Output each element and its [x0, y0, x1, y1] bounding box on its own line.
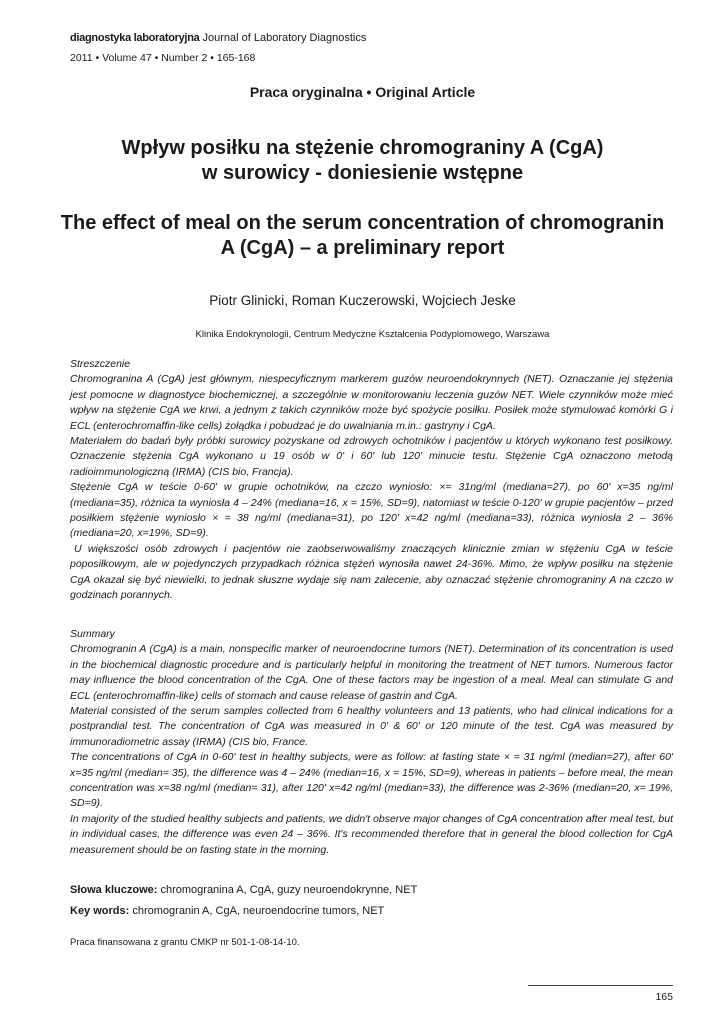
abstract-paragraph: Stężenie CgA w teście 0-60' w grupie ochotników, na czczo wyniosło: ×= 31ng/ml (mediana=27), po 60' x=35 ng/ml (mediana=35), różnica ta wyniosła 4 – 24% (mediana=16, x = 15%, SD=9), natomiast w teście 0-120' w grupie pacjentów – przed posiłkiem stężenie wyniosło × = 38 ng/ml (mediana=31), po 120' x=42 ng/ml (mediana=33), różnica wyniosła 2 – 36% (mediana=20, x=19%, SD=9).	[70, 481, 673, 540]
article-type: Praca oryginalna • Original Article	[249, 84, 476, 100]
title-polish	[60, 136, 665, 186]
abstract-paragraph: Materiałem do badań były próbki surowicy pozyskane od zdrowych ochotników i pacjentów u których wykonano test posiłkowy. Oznaczenie stężenia CgA wykonano u 19 osób w 0' i 60' lub 120' minucie testu. Stężenie CgA oznaczono metodą radioimmunologiczną (IRMA) (CIS bio, Francja).	[70, 435, 673, 478]
summary-heading: Summary	[70, 628, 115, 640]
title-english-line2: A (CgA) – a preliminary report	[220, 237, 505, 259]
authors: Piotr Glinicki, Roman Kuczerowski, Wojciech Jeske	[209, 293, 516, 308]
keywords-polish-label: Słowa kluczowe:	[70, 884, 158, 896]
journal-subtitle: Journal of Laboratory Diagnostics	[199, 32, 367, 44]
keywords-english	[70, 904, 384, 918]
abstract-polish	[70, 357, 673, 604]
journal-header	[70, 31, 366, 45]
keywords-polish-value: chromogranina A, CgA, guzy neuroendokrynne, NET	[157, 884, 418, 896]
volume-line: 2011 • Volume 47 • Number 2 • 165-168	[70, 52, 256, 64]
abstract-heading: Streszczenie	[70, 358, 131, 370]
summary-paragraph: The concentrations of CgA in 0-60' test in healthy subjects, were as follow: at fasting state × = 31 ng/ml (median=27), after 60' x=35 ng/ml (median= 35), the difference was 4 – 24% (median=16, x = 15%, SD=9), whereas in patients – before meal, the mean concentration was x=38 ng/ml (median= 31), after 120' x=42 ng/ml (median=33), the difference was 2-36% (median=20, x= 19%, SD=9).	[70, 751, 673, 810]
abstract-english	[70, 627, 673, 858]
summary-paragraph: Material consisted of the serum samples collected from 6 healthy volunteers and 13 patients, who had clinical indications for a postprandial test. The concentration of CgA was measured in 0' & 60' or 120 minute of the test. CgA was measured by immunoradiometric assay (IRMA) (CIS bio, France.	[70, 705, 673, 748]
page-number: 165	[655, 991, 673, 1003]
keywords-english-label: Key words:	[70, 905, 130, 917]
summary-paragraph: In majority of the studied healthy subjects and patients, we didn't observe major changes of CgA concentration after meal test, but in individual cases, the difference was even 24 – 36%. It's recommended therefore that in general the blood collection for CgA measurement should be on fasting state in the morning.	[70, 812, 673, 856]
title-polish-line1: Wpływ posiłku na stężenie chromograniny A (CgA)	[121, 137, 604, 159]
summary-paragraph: Chromogranin A (CgA) is a main, nonspecific marker of neuroendocrine tumors (NET). Determination of its concentration is used in the biochemical diagnostic procedure and is particularly helpful in monitoring the treatment of NET tumors. Numerous factor may influence the blood concentration of the CgA. One of these factors may be ingestion of a meal. Meal can stimulate G and ECL (enterochromaffin-like) cells of stomach and cause release of gastrin and CgA.	[70, 643, 673, 702]
abstract-paragraph: U większości osób zdrowych i pacjentów nie zaobserwowaliśmy znaczących klinicznie zmian w stężeniu CgA w teście poposiłkowym, ale w pojedynczych przypadkach różnica stężeń wynosiła nawet 24-36%. Mimo, że wpływ posiłku na stężenie CgA okazał się być niewielki, to jednak słuszne wydaje się nam zalecenie, aby oznaczać stężenie chromograniny A na czczo w godzinach porannych.	[70, 542, 673, 602]
affiliation: Klinika Endokrynologii, Centrum Medyczne Kształcenia Podyplomowego, Warszawa	[195, 329, 550, 340]
title-english	[60, 211, 665, 261]
title-english-line1: The effect of meal on the serum concentration of chromogranin	[60, 212, 665, 234]
abstract-paragraph: Chromogranina A (CgA) jest głównym, niespecyficznym markerem guzów neuroendokrynnych (NET). Oznaczanie jej stężenia jest pomocne w diagnostyce biochemicznej, a szczególnie w monitorowaniu leczenia guzów NET. Wiele czynników może mieć wpływ na stężenie CgA we krwi, a jednym z takich czynników może być spożycie posiłku. Posiłek może stymulować komórki G i ECL (enterochromaffin-like cells) żołądka i pobudzać je do uwalniania m.in.: gastryny i CgA.	[70, 373, 673, 432]
title-polish-line2: w surowicy - doniesienie wstępne	[201, 162, 524, 184]
keywords-english-value: chromogranin A, CgA, neuroendocrine tumors, NET	[129, 905, 385, 917]
keywords-polish	[70, 883, 417, 897]
funding-note: Praca finansowana z grantu CMKP nr 501-1-08-14-10.	[70, 937, 300, 948]
footer-divider	[528, 985, 673, 986]
journal-name: diagnostyka laboratoryjna	[70, 32, 200, 44]
